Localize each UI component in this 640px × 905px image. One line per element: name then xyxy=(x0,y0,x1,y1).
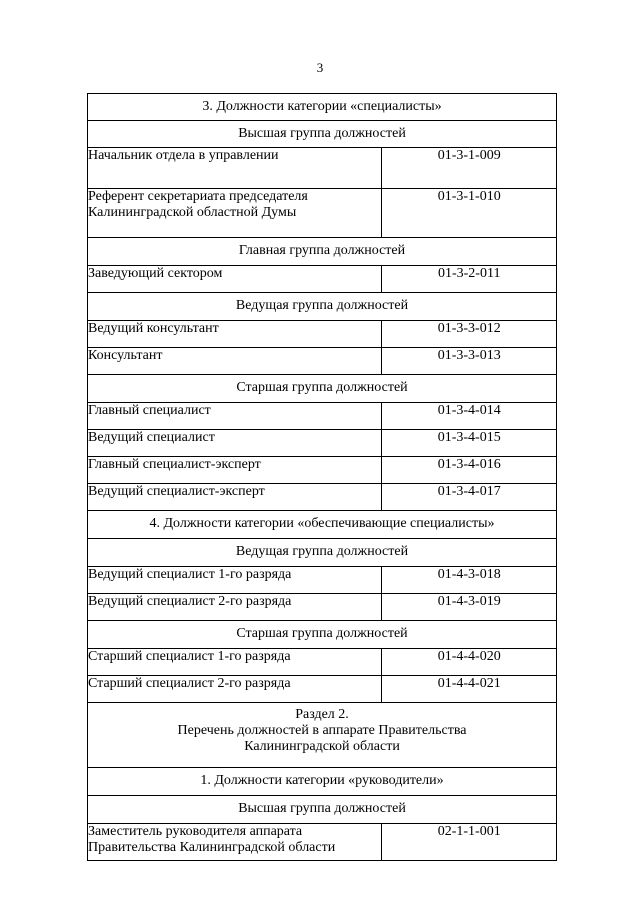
position-name: Заместитель руководителя аппарата Правительства Калининградской области xyxy=(88,824,382,861)
position-name: Старший специалист 1-го разряда xyxy=(88,649,382,676)
table-row xyxy=(88,403,557,430)
section-header xyxy=(88,703,557,768)
table-row xyxy=(88,321,557,348)
position-code: 01-3-4-014 xyxy=(382,403,557,430)
table-row xyxy=(88,484,557,511)
group-header: Старшая группа должностей xyxy=(236,626,408,641)
position-code: 01-3-3-013 xyxy=(382,348,557,375)
position-code: 01-3-4-016 xyxy=(382,457,557,484)
section-number: Раздел 2. xyxy=(295,707,349,722)
position-name: Заведующий сектором xyxy=(88,266,382,293)
position-code: 01-4-3-019 xyxy=(382,594,557,621)
table-row xyxy=(88,457,557,484)
position-code: 01-3-1-010 xyxy=(382,189,557,238)
table-row xyxy=(88,824,557,861)
position-name: Референт секретариата председателя Калининградской областной Думы xyxy=(88,189,382,238)
table-row xyxy=(88,430,557,457)
category-header-row xyxy=(88,94,557,121)
position-code: 01-3-2-011 xyxy=(382,266,557,293)
position-name: Главный специалист-эксперт xyxy=(88,457,382,484)
table-row xyxy=(88,189,557,238)
position-name: Консультант xyxy=(88,348,382,375)
position-name: Старший специалист 2-го разряда xyxy=(88,676,382,703)
position-name: Ведущий консультант xyxy=(88,321,382,348)
position-code: 02-1-1-001 xyxy=(382,824,557,861)
group-header: Главная группа должностей xyxy=(238,243,406,258)
position-code: 01-3-3-012 xyxy=(382,321,557,348)
section-header-row xyxy=(88,703,557,768)
section-title-continued: Калининградской области xyxy=(244,739,400,754)
group-header-row xyxy=(88,121,557,148)
table-row xyxy=(88,649,557,676)
position-code: 01-3-1-009 xyxy=(382,148,557,189)
group-header-row xyxy=(88,796,557,824)
table-row xyxy=(88,676,557,703)
position-code: 01-3-4-017 xyxy=(382,484,557,511)
table-row xyxy=(88,594,557,621)
position-name: Главный специалист xyxy=(88,403,382,430)
position-name: Ведущий специалист 1-го разряда xyxy=(88,567,382,594)
position-name: Ведущий специалист 2-го разряда xyxy=(88,594,382,621)
group-header: Высшая группа должностей xyxy=(238,126,406,141)
category-header-row xyxy=(88,768,557,796)
position-code: 01-4-3-018 xyxy=(382,567,557,594)
table-row xyxy=(88,148,557,189)
positions-table xyxy=(87,93,557,861)
category-header: 1. Должности категории «руководители» xyxy=(200,773,444,788)
group-header-row xyxy=(88,621,557,649)
table-row xyxy=(88,567,557,594)
position-code: 01-4-4-020 xyxy=(382,649,557,676)
category-header-row xyxy=(88,511,557,539)
position-code: 01-3-4-015 xyxy=(382,430,557,457)
table-row xyxy=(88,266,557,293)
position-name: Ведущий специалист xyxy=(88,430,382,457)
group-header: Ведущая группа должностей xyxy=(235,544,409,559)
group-header: Старшая группа должностей xyxy=(236,380,408,395)
group-header-row xyxy=(88,375,557,403)
category-header: 3. Должности категории «специалисты» xyxy=(202,99,442,114)
group-header: Высшая группа должностей xyxy=(238,801,406,816)
position-name: Начальник отдела в управлении xyxy=(88,148,382,189)
group-header-row xyxy=(88,539,557,567)
position-code: 01-4-4-021 xyxy=(382,676,557,703)
position-name: Ведущий специалист-эксперт xyxy=(88,484,382,511)
section-title: Перечень должностей в аппарате Правительства xyxy=(177,723,467,738)
group-header-row xyxy=(88,238,557,266)
group-header: Ведущая группа должностей xyxy=(235,298,409,313)
group-header-row xyxy=(88,293,557,321)
table-row xyxy=(88,348,557,375)
category-header: 4. Должности категории «обеспечивающие специалисты» xyxy=(149,516,495,531)
page-number: 3 xyxy=(316,60,324,75)
